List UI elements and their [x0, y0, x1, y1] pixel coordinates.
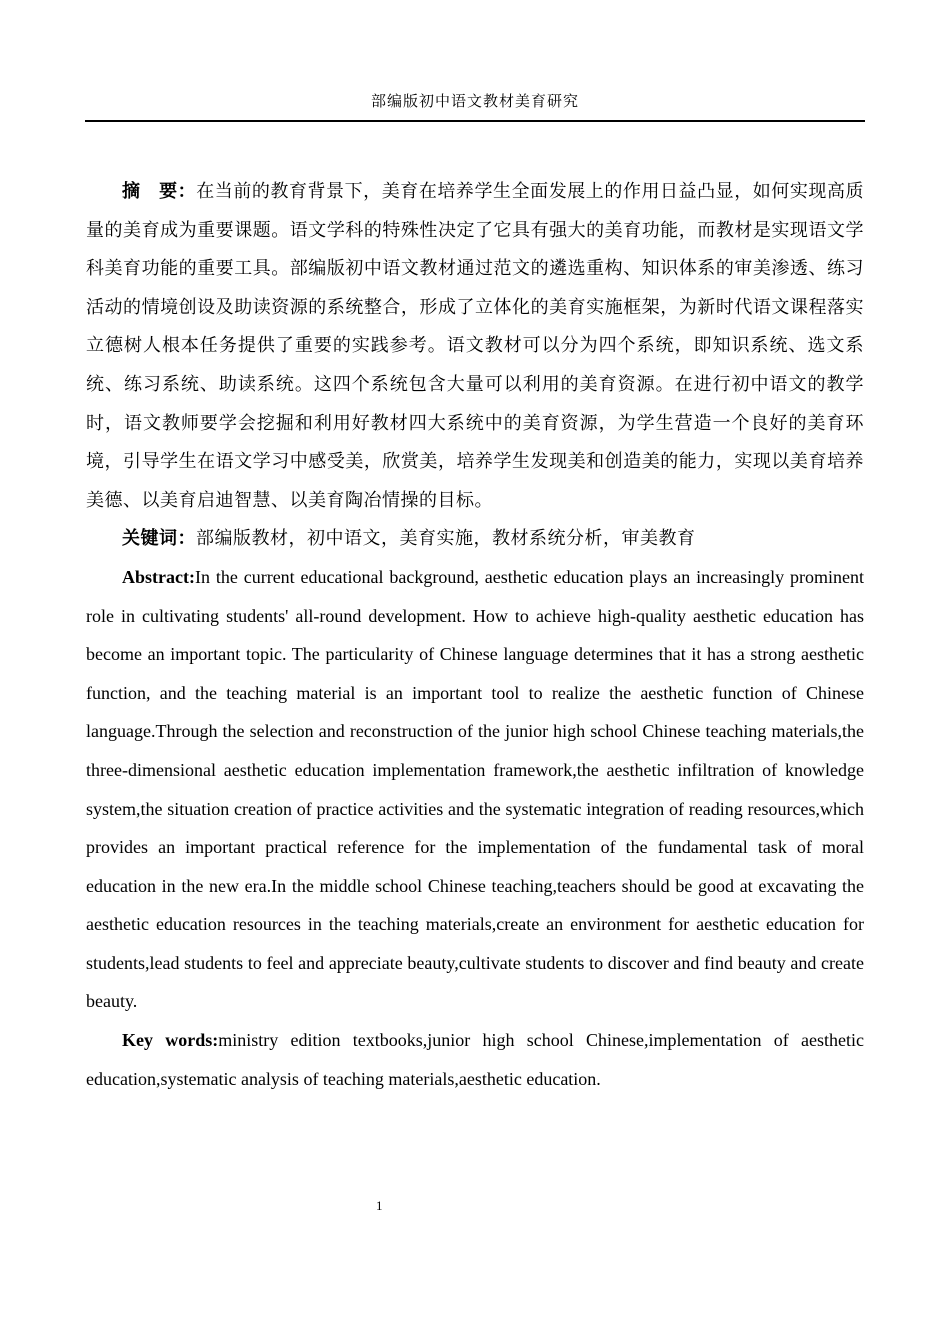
- keywords-en-label: Key words:: [122, 1030, 219, 1051]
- abstract-en-text: In the current educational background, aesthetic education plays an increasingly prominent role in cultivating students' all-round development. How to achieve high-quality aesthetic education has become an important topic. The particularity of Chinese language determines that it has a strong aesthetic function, and the teaching material is an important tool to realize the aesthetic function of Chinese language.Through the selection and reconstruction of the junior high school Chinese teaching materials,the three-dimensional aesthetic education implementation framework,the aesthetic infiltration of knowledge system,the situation creation of practice activities and the systematic integration of reading resources,which provides an important practical reference for the implementation of the fundamental task of moral education in the new era.In the middle school Chinese teaching,teachers should be good at excavating the aesthetic education resources in the teaching materials,create an environment for aesthetic education for students,lead students to feel and appreciate beauty,cultivate students to discover and find beauty and create beauty.: [86, 566, 864, 1012]
- abstract-cn-paragraph: [86, 172, 864, 519]
- keywords-en-text: ministry edition textbooks,junior high school Chinese,implementation of aesthetic education,systematic analysis of teaching materials,aesthetic education.: [86, 1030, 864, 1089]
- keywords-cn-label: 关键词：: [122, 528, 196, 549]
- page-header: [85, 90, 865, 122]
- keywords-cn-text: 部编版教材，初中语文，美育实施，教材系统分析，审美教育: [196, 528, 696, 549]
- abstract-cn-label: 摘 要：: [122, 181, 197, 201]
- document-body: [86, 172, 864, 1098]
- abstract-en-label: Abstract:: [122, 566, 195, 587]
- header-title: 部编版初中语文教材美育研究: [370, 94, 579, 110]
- page-number: 1: [376, 1198, 383, 1213]
- abstract-cn-text: 在当前的教育背景下，美育在培养学生全面发展上的作用日益凸显，如何实现高质量的美育成为重要课题。语文学科的特殊性决定了它具有强大的美育功能，而教材是实现语文学科美育功能的重要工具。部编版初中语文教材通过范文的遴选重构、知识体系的审美渗透、练习活动的情境创设及助读资源的系统整合，形成了立体化的美育实施框架，为新时代语文课程落实立德树人根本任务提供了重要的实践参考。语文教材可以分为四个系统，即知识系统、选文系统、练习系统、助读系统。这四个系统包含大量可以利用的美育资源。在进行初中语文的教学时，语文教师要学会挖掘和利用好教材四大系统中的美育资源，为学生营造一个良好的美育环境，引导学生在语文学习中感受美，欣赏美，培养学生发现美和创造美的能力，实现以美育培养美德、以美育启迪智慧、以美育陶冶情操的目标。: [86, 181, 865, 510]
- page-footer: [376, 1198, 383, 1214]
- keywords-cn-paragraph: [86, 519, 864, 558]
- keywords-en-paragraph: [86, 1021, 864, 1098]
- abstract-en-paragraph: [86, 558, 864, 1021]
